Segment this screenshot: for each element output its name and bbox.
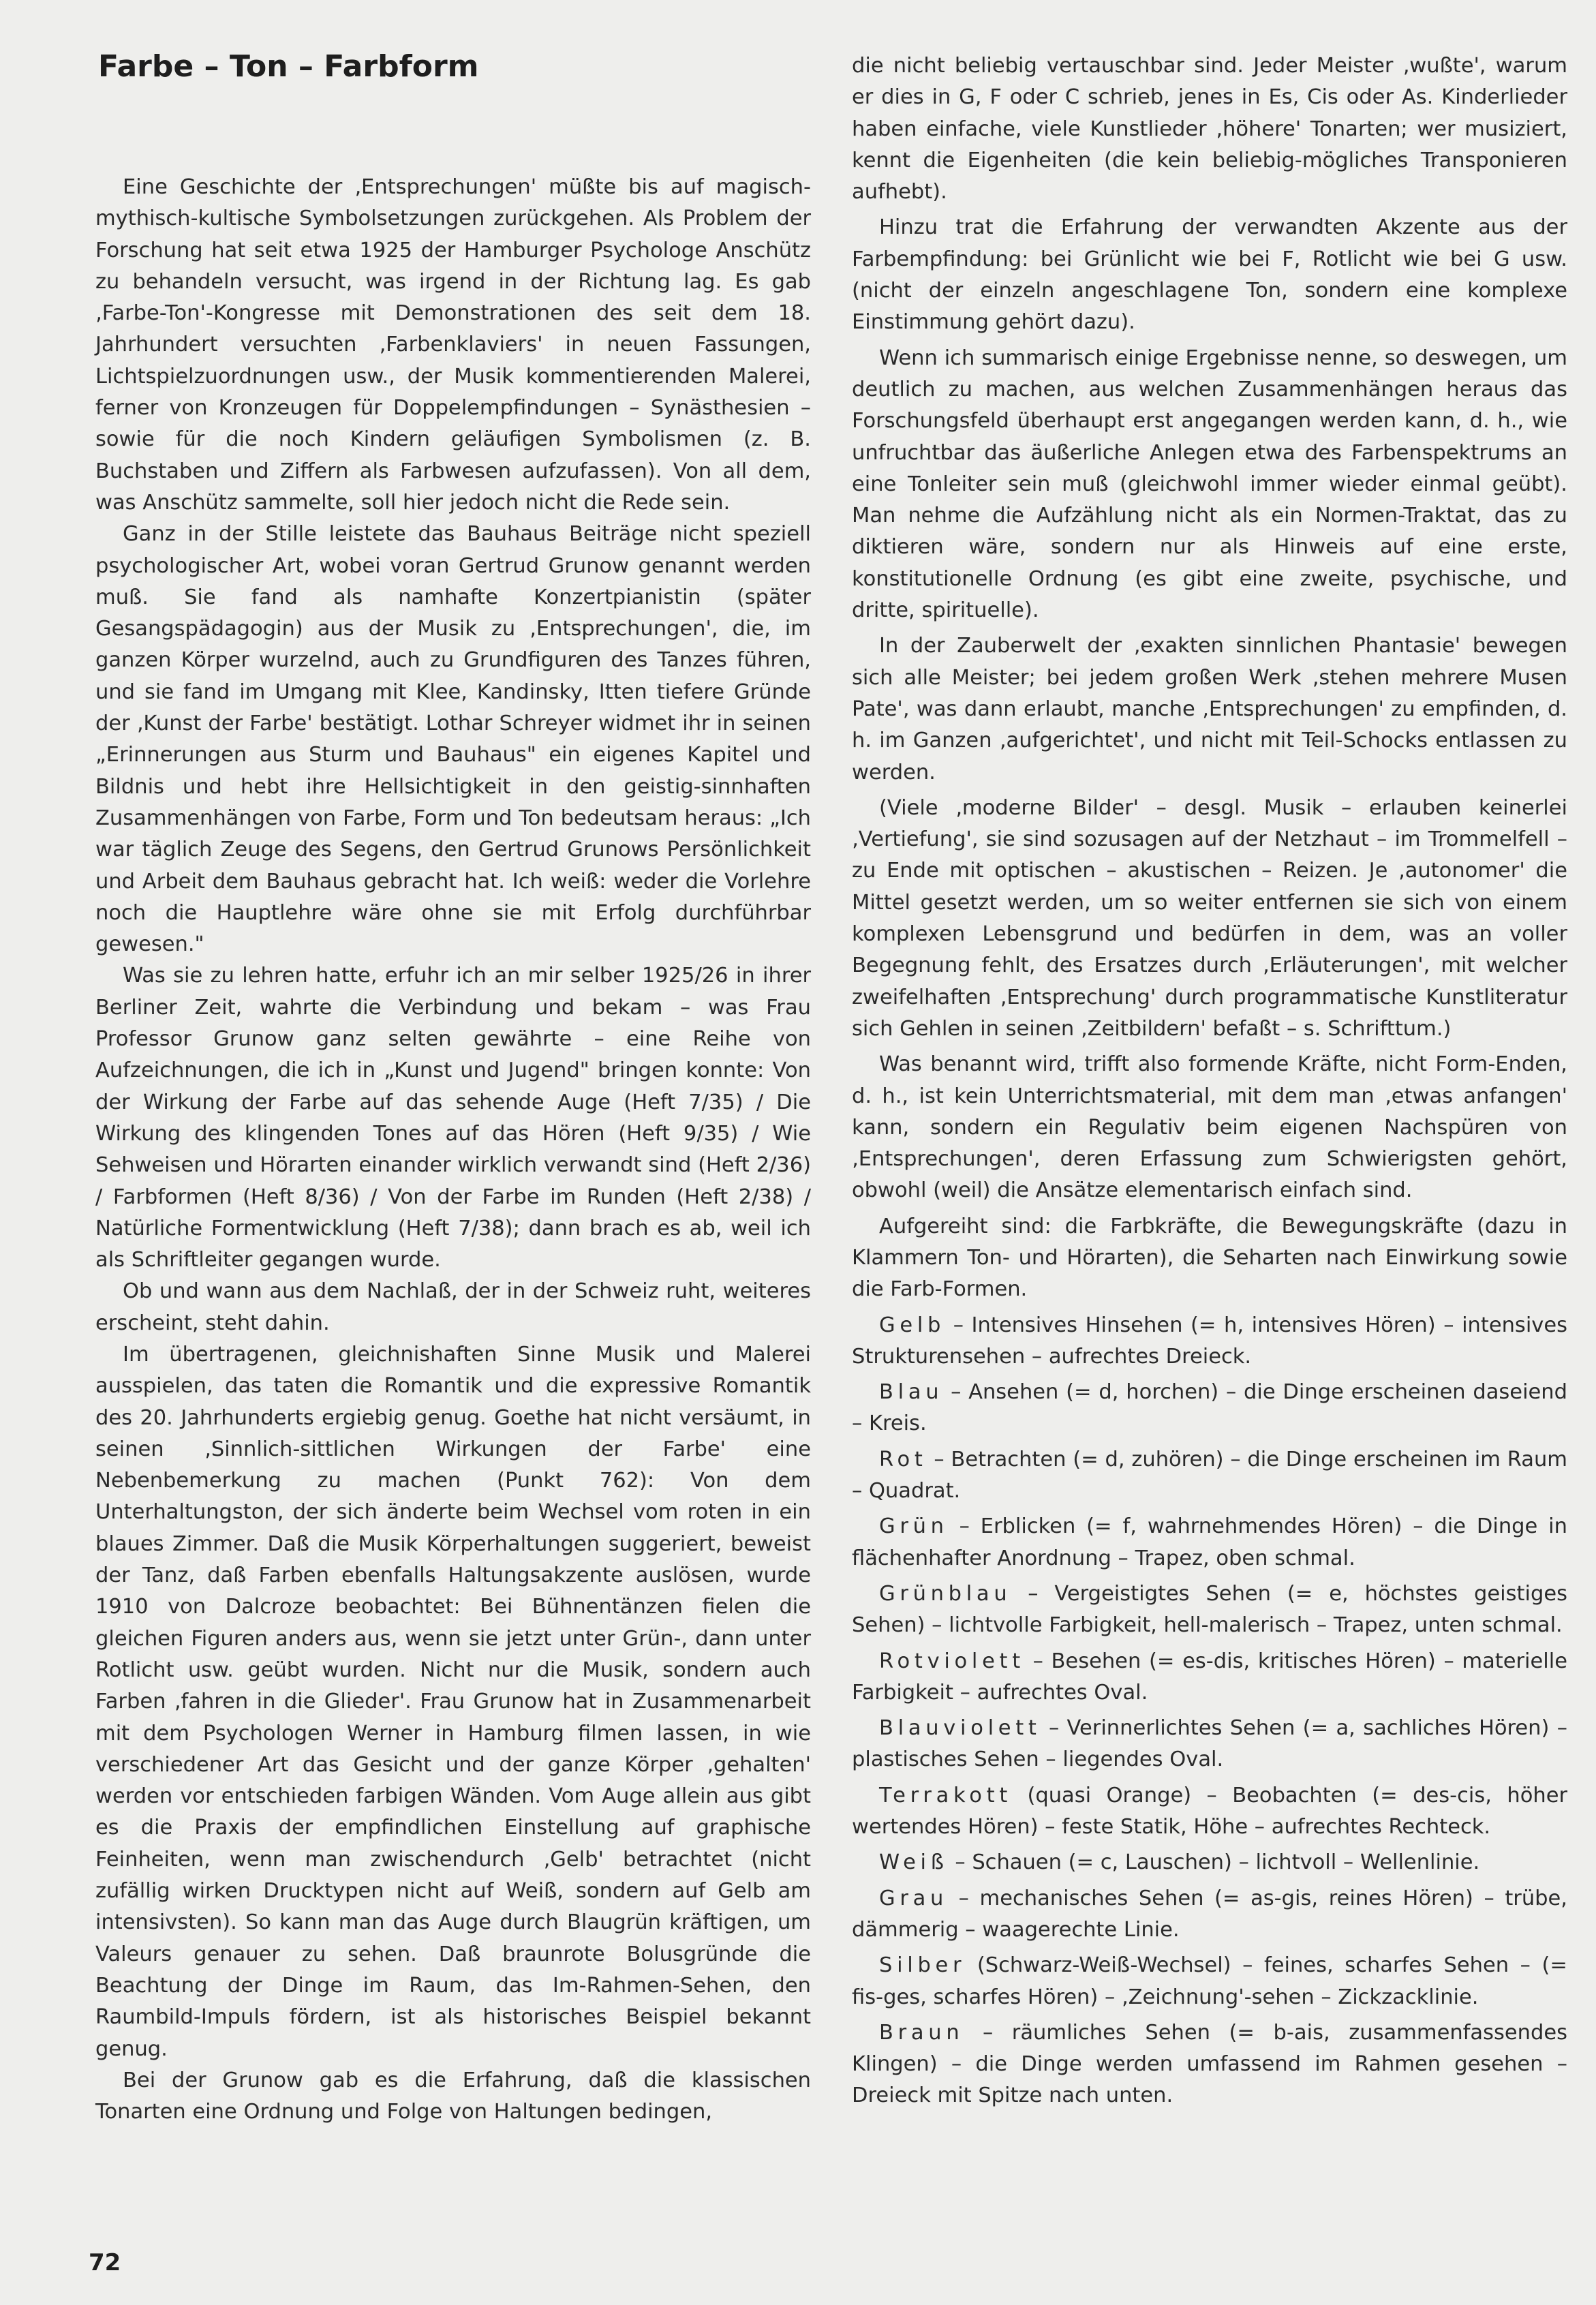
color-name: Blau bbox=[879, 1380, 944, 1405]
color-name: Silber bbox=[879, 1953, 966, 1978]
right-column bbox=[852, 50, 1567, 2112]
color-description: – Betrachten (= d, zuhören) – die Dinge erscheinen im Raum – Quadrat. bbox=[852, 1447, 1567, 1503]
paragraph: die nicht beliebig vertauschbar sind. Jeder Meister ‚wußte', warum er dies in G, F oder C schrieb, jenes in Es, Cis oder As. Kinderlieder haben einfache, viele Kunstlieder ‚höhere' Tonarten; wer musiziert, kennt die Eigenheiten (die kein beliebig-mögliches Transponieren aufhebt). bbox=[852, 54, 1567, 204]
color-description: – Vergeistigtes Sehen (= e, höchstes geistiges Sehen) – lichtvolle Farbigkeit, hell-malerisch – Trapez, unten schmal. bbox=[852, 1581, 1567, 1638]
color-name: Grün bbox=[879, 1514, 949, 1539]
article-title: Farbe – Ton – Farbform bbox=[98, 49, 479, 84]
paragraph: Wenn ich summarisch einige Ergebnisse nenne, so deswegen, um deutlich zu machen, aus welchen Zusammenhängen heraus das Forschungsfeld überhaupt erst angegangen werden kann, d. h., wie unfruchtbar das äußerliche Anlegen etwa des Farbenspektrums an eine Tonleiter sein muß (gleichwohl immer wieder einmal geübt). Man nehme die Aufzählung nicht als ein Normen-Traktat, das zu diktieren wäre, sondern nur als Hinweis auf eine erste, konstitutionelle Ordnung (es gibt eine zweite, psychische, und dritte, spirituelle). bbox=[852, 346, 1567, 623]
color-description: – räumliches Sehen (= b-ais, zusammenfassendes Klingen) – die Dinge werden umfassend im Rahmen gesehen – Dreieck mit Spitze nach unten. bbox=[852, 2020, 1567, 2108]
color-name: Blauviolett bbox=[879, 1716, 1041, 1741]
color-entry-blauviolett bbox=[852, 1713, 1567, 1776]
color-name: Terrakott bbox=[879, 1783, 1012, 1807]
paragraph: Ganz in der Stille leistete das Bauhaus Beiträge nicht speziell psychologischer Art, wobei voran Gertrud Grunow genannt werden muß. Sie fand als namhafte Konzertpianistin (später Gesangspädagogin) aus der Musik zu ‚Entsprechungen', die, im ganzen Körper wurzelnd, auch zu Grundfiguren des Tanzes führen, und sie fand im Umgang mit Klee, Kandinsky, Itten tiefere Gründe der ‚Kunst der Farbe' bestätigt. Lothar Schreyer widmet ihr in seinen „Erinnerungen aus Sturm und Bauhaus" ein eigenes Kapitel und Bildnis und hebt ihre Hellsichtigkeit in den geistig-sinnhaften Zusammenhängen von Farbe, Form und Ton bedeutsam heraus: „Ich war täglich Zeuge des Segens, den Gertrud Grunows Persönlichkeit und Arbeit dem Bauhaus gebracht hat. Ich weiß: weder die Vorlehre noch die Hauptlehre wäre ohne sie mit Erfolg durchführbar gewesen." bbox=[95, 522, 811, 957]
paragraph: Hinzu trat die Erfahrung der verwandten Akzente aus der Farbempfindung: bei Grünlicht wie bei F, Rotlicht wie bei G usw. (nicht der einzeln angeschlagene Ton, sondern eine komplexe Einstimmung gehört dazu). bbox=[852, 215, 1567, 335]
paragraph: Bei der Grunow gab es die Erfahrung, daß die klassischen Tonarten eine Ordnung und Folge von Haltungen bedingen, bbox=[95, 2068, 811, 2124]
color-description: – Ansehen (= d, horchen) – die Dinge erscheinen daseiend – Kreis. bbox=[852, 1380, 1567, 1436]
paragraph: Aufgereiht sind: die Farbkräfte, die Bewegungskräfte (dazu in Klammern Ton- und Hörarten), die Seharten nach Einwirkung sowie die Farb-Formen. bbox=[852, 1214, 1567, 1302]
color-name: Grau bbox=[879, 1886, 949, 1910]
page-number: 72 bbox=[89, 2249, 121, 2276]
color-name: Rot bbox=[879, 1447, 927, 1471]
color-entry-silber bbox=[852, 1950, 1567, 2013]
color-name: Rotviolett bbox=[879, 1649, 1025, 1673]
color-entry-gelb bbox=[852, 1310, 1567, 1373]
paragraph: Im übertragenen, gleichnishaften Sinne Musik und Malerei ausspielen, das taten die Romantik und die expressive Romantik des 20. Jahrhunderts ergiebig genug. Goethe hat nicht versäumt, in seinen ‚Sinnlich-sittlichen Wirkungen der Farbe' eine Nebenbemerkung zu machen (Punkt 762): Von dem Unterhaltungston, der sich änderte beim Wechsel vom roten in ein blaues Zimmer. Daß die Musik Körperhaltungen suggeriert, beweist der Tanz, daß Farben ebenfalls Haltungsakzente auslösen, wurde 1910 von Dalcroze beobachtet: Bei Bühnentänzen fielen die gleichen Figuren anders aus, wenn sie jetzt unter Grün-, dann unter Rotlicht usw. geübt wurden. Nicht nur die Musik, sondern auch Farben ‚fahren in die Glieder'. Frau Grunow hat in Zusammenarbeit mit dem Psychologen Werner in Hamburg filmen lassen, in wie verschiedener Art das Gesicht und der ganze Körper ‚gehalten' werden vor entschieden farbigen Wänden. Vom Auge allein aus gibt es die Praxis der empfindlichen Einstellung auf graphische Feinheiten, wenn man zwischendurch ‚Gelb' betrachtet (nicht zufällig wirken Drucktypen nicht auf Weiß, sondern auf Gelb am intensivsten). So kann man das Auge durch Blaugrün kräftigen, um Valeurs genauer zu sehen. Daß braunrote Bolusgründe die Beachtung der Dinge im Raum, das Im-Rahmen-Sehen, den Raumbild-Impuls fördern, ist als historisches Beispiel bekannt genug. bbox=[95, 1342, 811, 2061]
paragraph: Ob und wann aus dem Nachlaß, der in der Schweiz ruht, weiteres erscheint, steht dahin. bbox=[95, 1279, 811, 1335]
color-entry-grau bbox=[852, 1883, 1567, 1947]
color-entry-weiss bbox=[852, 1847, 1567, 1878]
color-entry-gruen bbox=[852, 1511, 1567, 1574]
paragraph: (Viele ‚moderne Bilder' – desgl. Musik – erlauben keinerlei ‚Vertiefung', sie sind sozusagen auf der Netzhaut – im Trommelfell – zu Ende mit optischen – akustischen – Reizen. Je ‚autonomer' die Mittel gesetzt werden, um so weiter entfernen sie sich von einem komplexen Lebensgrund und bedürfen in dem, was an voller Begegnung fehlt, des Ersatzes durch ‚Erläuterungen', mit welcher zweifelhaften ‚Entsprechung' durch programmatische Kunstliteratur sich Gehlen in seinen ‚Zeitbildern' befaßt – s. Schrifttum.) bbox=[852, 795, 1567, 1041]
color-description: – Intensives Hinsehen (= h, intensives Hören) – intensives Strukturensehen – aufrechtes Dreieck. bbox=[852, 1313, 1568, 1369]
color-entry-terrakott bbox=[852, 1780, 1567, 1844]
color-name: Braun bbox=[879, 2020, 964, 2045]
color-entry-braun bbox=[852, 2017, 1567, 2112]
left-column bbox=[95, 172, 811, 2128]
color-description: – mechanisches Sehen (= as-gis, reines Hören) – trübe, dämmerig – waagerechte Linie. bbox=[852, 1886, 1567, 1942]
paragraph: Was benannt wird, trifft also formende Kräfte, nicht Form-Enden, d. h., ist kein Unterrichtsmaterial, mit dem man ‚etwas anfangen' kann, sondern ein Regulativ beim eigenen Nachspüren von ‚Entsprechungen', deren Erfassung zum Schwierigsten gehört, obwohl (weil) die Ansätze elementarisch einfach sind. bbox=[852, 1052, 1567, 1203]
paragraph: Eine Geschichte der ‚Entsprechungen' müßte bis auf magisch-mythisch-kultische Symbolsetzungen zurückgehen. Als Problem der Forschung hat seit etwa 1925 der Hamburger Psychologe Anschütz zu behandeln versucht, was irgend in der Richtung lag. Es gab ‚Farbe-Ton'-Kongresse mit Demonstrationen des seit dem 18. Jahrhundert versuchten ‚Farbenklaviers' in neuen Fassungen, Lichtspielzuordnungen usw., der Musik kommentierenden Malerei, ferner von Kronzeugen für Doppelempfindungen – Synästhesien – sowie für die noch Kindern geläufigen Symbolismen (z. B. Buchstaben und Ziffern als Farbwesen aufzufassen). Von all dem, was Anschütz sammelte, soll hier jedoch nicht die Rede sein. bbox=[95, 175, 811, 515]
paragraph: Was sie zu lehren hatte, erfuhr ich an mir selber 1925/26 in ihrer Berliner Zeit, wahrte die Verbindung und bekam – was Frau Professor Grunow ganz selten gewährte – eine Reihe von Aufzeichnungen, die ich in „Kunst und Jugend" bringen konnte: Von der Wirkung der Farbe auf das sehende Auge (Heft 7/35) / Die Wirkung des klingenden Tones auf das Hören (Heft 9/35) / Wie Sehweisen und Hörarten einander wirklich verwandt sind (Heft 2/36) / Farbformen (Heft 8/36) / Von der Farbe im Runden (Heft 2/38) / Natürliche Formentwicklung (Heft 7/38); dann brach es ab, weil ich als Schriftleiter gegangen wurde. bbox=[95, 964, 811, 1272]
color-description: – Besehen (= es-dis, kritisches Hören) – materielle Farbigkeit – aufrechtes Oval. bbox=[852, 1649, 1567, 1705]
paragraph: In der Zauberwelt der ‚exakten sinnlichen Phantasie' bewegen sich alle Meister; bei jedem großen Werk ‚stehen mehrere Musen Pate', was dann erlaubt, manche ‚Entsprechungen' zu empfinden, d. h. im Ganzen ‚aufgerichtet', und nicht mit Teil-Schocks entlassen zu werden. bbox=[852, 634, 1567, 784]
color-entry-blau bbox=[852, 1377, 1567, 1440]
color-description: (Schwarz-Weiß-Wechsel) – feines, scharfes Sehen – (= fis-ges, scharfes Hören) – ‚Zeichnung'-sehen – Zickzacklinie. bbox=[852, 1953, 1567, 2009]
color-name: Grünblau bbox=[879, 1581, 1012, 1606]
color-name: Weiß bbox=[879, 1850, 949, 1875]
color-description: – Verinnerlichtes Sehen (= a, sachliches Hören) – plastisches Sehen – liegendes Oval. bbox=[852, 1716, 1568, 1772]
color-description: (quasi Orange) – Beobachten (= des-cis, höher wertendes Hören) – feste Statik, Höhe – aufrechtes Rechteck. bbox=[852, 1783, 1567, 1840]
color-entry-rotviolett bbox=[852, 1646, 1567, 1709]
color-entry-gruenblau bbox=[852, 1578, 1567, 1642]
color-description: – Erblicken (= f, wahrnehmendes Hören) – die Dinge in flächenhafter Anordnung – Trapez, oben schmal. bbox=[852, 1514, 1567, 1570]
color-name: Gelb bbox=[879, 1313, 946, 1337]
color-description: – Schauen (= c, Lauschen) – lichtvoll – Wellenlinie. bbox=[955, 1850, 1480, 1875]
color-entry-rot bbox=[852, 1444, 1567, 1508]
